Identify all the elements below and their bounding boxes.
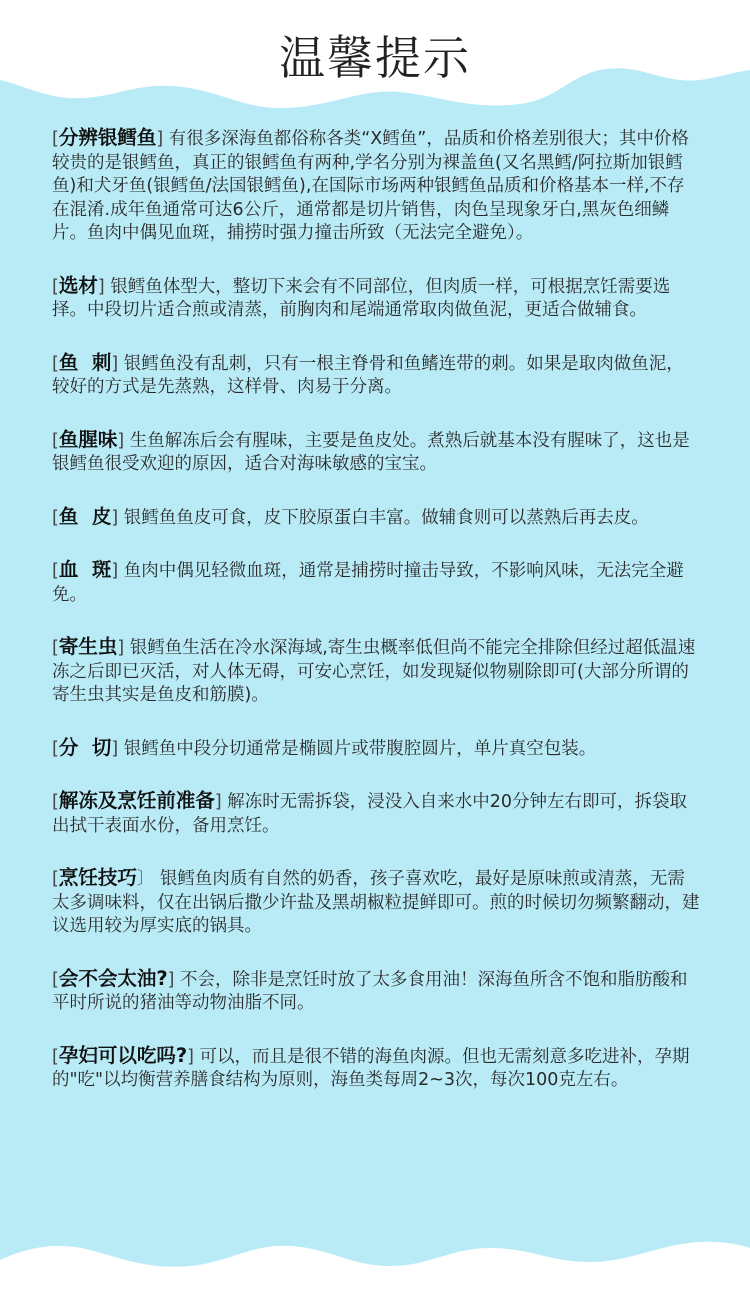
tip-label: 分辨银鳕鱼 [58, 126, 157, 149]
tip-text: 银鳕鱼没有乱刺，只有一根主脊骨和鱼鳍连带的刺。如果是取肉做鱼泥，较好的方式是先蒸熟，这样骨、肉易于分离。 [52, 353, 684, 397]
tip-label: 鱼 皮 [58, 504, 112, 528]
tip-fishy-smell: [鱼腥味] 生鱼解冻后会有腥味，主要是鱼皮处。煮熟后就基本没有腥味了，这也是银鳕鱼很受欢迎的原因，适合对海味敏感的宝宝。 [52, 427, 690, 474]
tip-cutting: [分 切] 银鳕鱼中段分切通常是椭圆片或带腹腔圆片，单片真空包装。 [52, 735, 597, 759]
tip-label: 分 切 [58, 735, 112, 759]
tip-label: 血 斑 [58, 558, 112, 581]
tip-blood-spots: [血 斑] 鱼肉中偶见轻微血斑，通常是捕捞时撞击导致，不影响风味，无法完全避免。 [52, 558, 684, 605]
tip-fish-bones: [鱼 刺] 银鳕鱼没有乱刺，只有一根主脊骨和鱼鳍连带的刺。如果是取肉做鱼泥，较好的方式是先蒸熟，这样骨、肉易于分离。 [52, 350, 684, 397]
tip-text: 可以，而且是很不错的海鱼肉源。但也无需刻意多吃进补，孕期的"吃"以均衡营养膳食结构为原则，海鱼类每周2~3次，每次100克左右。 [52, 1046, 690, 1090]
tip-label: 烹饪技巧 [58, 866, 137, 889]
tip-thawing: [解冻及烹饪前准备] 解冻时无需拆袋，浸没入自来水中20分钟左右即可，拆袋取出拭干表面水份，备用烹饪。 [52, 789, 688, 836]
tip-selection: [选材] 银鳕鱼体型大，整切下来会有不同部位，但肉质一样，可根据烹饪需要选择。中段切片适合煎或清蒸，前胸肉和尾端通常取肉做鱼泥，更适合做辅食。 [52, 273, 671, 320]
tip-identify-cod: [分辨银鳕鱼] 有很多深海鱼都俗称各类“X鳕鱼”，品质和价格差别很大；其中价格较贵的是银鳕鱼，真正的银鳕鱼有两种,学名分别为裸盖鱼(又名黑鳕/阿拉斯加银鳕鱼)和犬牙鱼(银鳕鱼/法国银鳕鱼),在国际市场两种银鳕鱼品质和价格基本一样,不存在混淆.成年鱼通常可达6公斤，通常都是切片销售，肉色呈现象牙白,黑灰色细鳞片。鱼肉中偶见血斑，捕捞时强力撞击所致（无法完全避免）。 [52, 126, 689, 243]
tip-label: 选材 [58, 273, 98, 297]
tip-label: 会不会太油? [58, 966, 168, 990]
tips-list [52, 126, 700, 1121]
tip-label: 寄生虫 [58, 635, 118, 658]
tip-oiliness: [会不会太油?] 不会，除非是烹饪时放了太多食用油！深海鱼所含不饱和脂肪酸和平时所说的猪油等动物油脂不同。 [52, 966, 688, 1013]
page-title: 温馨提示 [279, 31, 471, 85]
tip-text: 银鳕鱼肉质有自然的奶香，孩子喜欢吃，最好是原味煎或清蒸，无需太多调味料，仅在出锅后撒少许盐及黑胡椒粒提鲜即可。煎的时候切勿频繁翻动，建议选用较为厚实底的锅具。 [52, 869, 700, 936]
tip-text: 不会，除非是烹饪时放了太多食用油！深海鱼所含不饱和脂肪酸和平时所说的猪油等动物油脂不同。 [52, 969, 688, 1013]
tip-text: 鱼肉中偶见轻微血斑，通常是捕捞时撞击导致，不影响风味，无法完全避免。 [52, 561, 684, 605]
tip-text: 银鳕鱼中段分切通常是椭圆片或带腹腔圆片，单片真空包装。 [118, 738, 597, 759]
tip-text: 银鳕鱼鱼皮可食，皮下胶原蛋白丰富。做辅食则可以蒸熟后再去皮。 [118, 507, 649, 528]
tip-label: 鱼 刺 [58, 350, 112, 374]
tip-text: 银鳕鱼体型大，整切下来会有不同部位，但肉质一样，可根据烹饪需要选择。中段切片适合煎或清蒸，前胸肉和尾端通常取肉做鱼泥，更适合做辅食。 [52, 276, 671, 320]
tip-cooking: [烹饪技巧〕 银鳕鱼肉质有自然的奶香，孩子喜欢吃，最好是原味煎或清蒸，无需太多调味料，仅在出锅后撒少许盐及黑胡椒粒提鲜即可。煎的时候切勿频繁翻动，建议选用较为厚实底的锅具。 [52, 866, 700, 936]
tip-label: 鱼腥味 [58, 427, 118, 451]
tip-text: 生鱼解冻后会有腥味，主要是鱼皮处。煮熟后就基本没有腥味了，这也是银鳕鱼很受欢迎的原因，适合对海味敏感的宝宝。 [52, 430, 690, 474]
tip-parasites: [寄生虫] 银鳕鱼生活在冷水深海域,寄生虫概率低但尚不能完全排除但经过超低温速冻之后即已灭活，对人体无碍，可安心烹饪，如发现疑似物剔除即可(大部分所谓的寄生虫其实是鱼皮和筋膜)。 [52, 635, 696, 705]
tip-pregnancy: [孕妇可以吃吗?] 可以，而且是很不错的海鱼肉源。但也无需刻意多吃进补，孕期的"吃"以均衡营养膳食结构为原则，海鱼类每周2~3次，每次100克左右。 [52, 1043, 690, 1090]
tip-label: 解冻及烹饪前准备 [58, 789, 215, 812]
tip-text: 银鳕鱼生活在冷水深海域,寄生虫概率低但尚不能完全排除但经过超低温速冻之后即已灭活，对人体无碍，可安心烹饪，如发现疑似物剔除即可(大部分所谓的寄生虫其实是鱼皮和筋膜)。 [52, 638, 696, 705]
tip-fish-skin: [鱼 皮] 银鳕鱼鱼皮可食，皮下胶原蛋白丰富。做辅食则可以蒸熟后再去皮。 [52, 504, 649, 528]
tip-text: 解冻时无需拆袋，浸没入自来水中20分钟左右即可，拆袋取出拭干表面水份，备用烹饪。 [52, 792, 688, 836]
tip-text: 有很多深海鱼都俗称各类“X鳕鱼”，品质和价格差别很大；其中价格较贵的是银鳕鱼，真正的银鳕鱼有两种,学名分别为裸盖鱼(又名黑鳕/阿拉斯加银鳕鱼)和犬牙鱼(银鳕鱼/法国银鳕鱼),在国际市场两种银鳕鱼品质和价格基本一样,不存在混淆.成年鱼通常可达6公斤，通常都是切片销售，肉色呈现象牙白,黑灰色细鳞片。鱼肉中偶见血斑，捕捞时强力撞击所致（无法完全避免）。 [52, 129, 689, 243]
tip-label: 孕妇可以吃吗? [58, 1043, 188, 1067]
